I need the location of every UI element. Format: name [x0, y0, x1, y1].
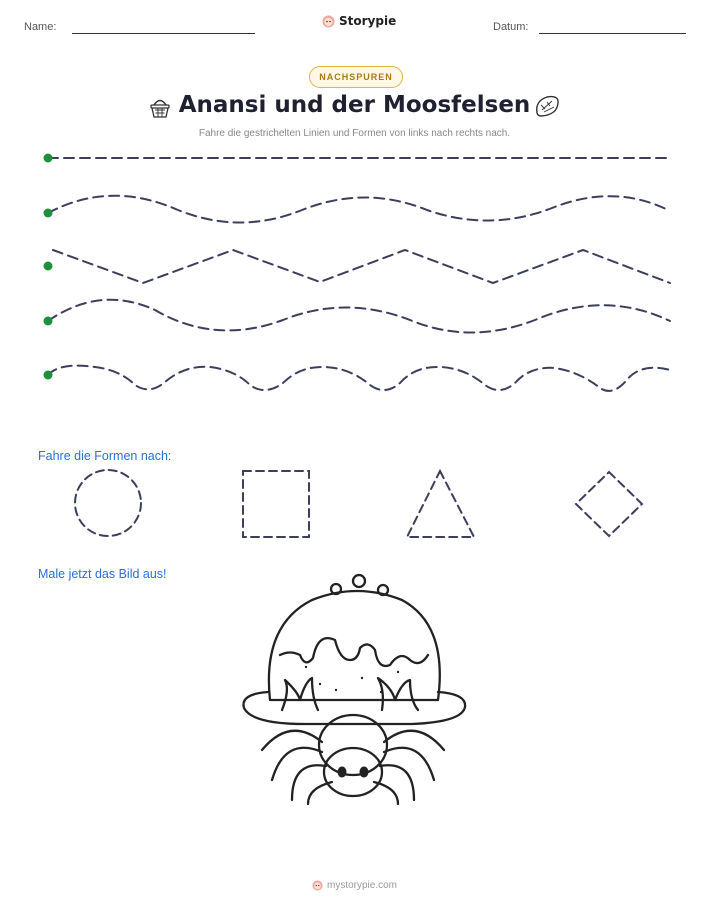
- grass-left: [282, 678, 318, 710]
- page-title: Anansi und der Moosfelsen: [178, 92, 531, 118]
- brand-name: Storypie: [339, 14, 397, 28]
- spider-leg-r3: [380, 765, 414, 800]
- bear-icon: [312, 880, 323, 891]
- coloring-heading: Male jetzt das Bild aus!: [38, 567, 167, 581]
- shapes-heading: Fahre die Formen nach:: [38, 449, 172, 463]
- moss-drip: [280, 638, 428, 666]
- footer: [0, 880, 709, 891]
- footer-url[interactable]: mystorypie.com: [326, 880, 397, 891]
- instructions: Fahre die gestrichelten Linien und Formen von links nach rechts nach.: [198, 128, 511, 139]
- spider-leg-l3: [292, 765, 326, 800]
- rock-base: [244, 692, 466, 724]
- moss-rock: [269, 591, 440, 700]
- spider-eye-left: [338, 767, 347, 778]
- bubble-2: [353, 575, 365, 587]
- name-label: Name:: [24, 21, 57, 33]
- spider-eye-right: [360, 767, 369, 778]
- section-badge: NACHSPUREN: [309, 66, 403, 88]
- grass-right: [378, 678, 418, 710]
- date-label: Datum:: [493, 21, 529, 33]
- spider-leg-r1: [384, 731, 444, 750]
- spider-head: [324, 748, 382, 796]
- spider-leg-l1: [262, 731, 322, 750]
